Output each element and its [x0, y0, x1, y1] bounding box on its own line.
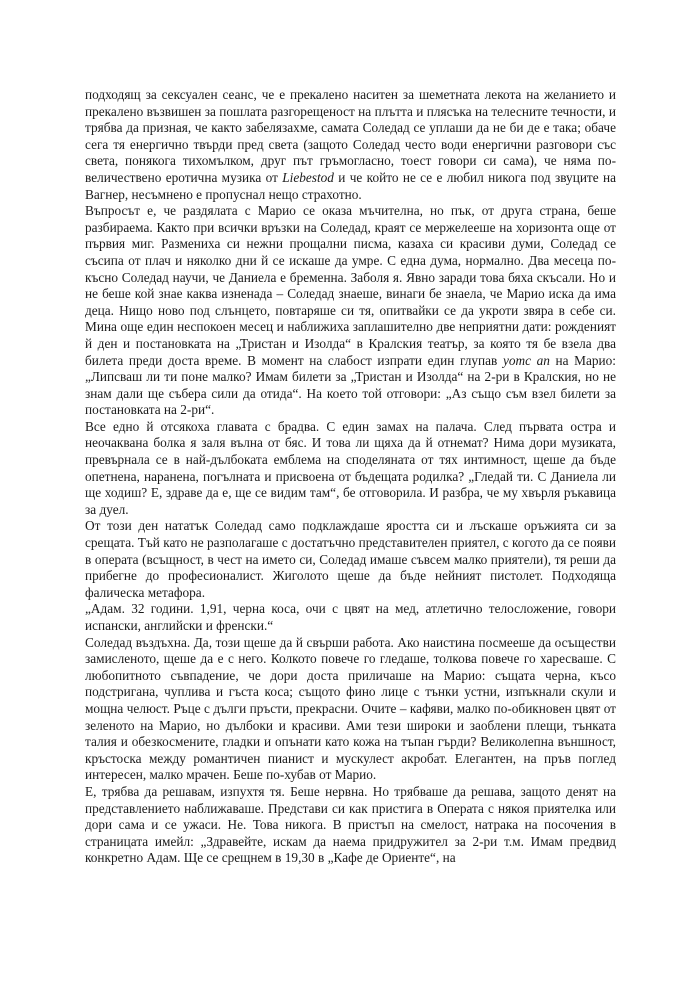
italic-text: уотс ап [502, 352, 550, 368]
text-run: Е, трябва да решавам, изпухтя тя. Беше нервна. Но трябваше да решава, защото денят на представлението наближаваше. Представи си как пристига в Операта с някоя приятелка или дори сама и се ужаси. Не. Това никога. В пристъп на смелост, натрака на посочения в страницата имейл: „Здравейте, искам да наема придружител за 2-ри т.м. Имам предвид конкретно Адам. Ще се срещнем в 19,30 в „Кафе де Ориенте“, на [85, 783, 616, 866]
paragraph [85, 518, 616, 601]
italic-text: Liebestod [282, 169, 334, 185]
text-run: на Марио: „Липсваш ли ти поне малко? Имам билети за „Тристан и Изолда“ на 2-ри в Кралския, но не знам дали ще събера сили да отида“. На което той отговори: „Аз също съм взел билети за постановката на 2-ри“. [85, 352, 616, 418]
paragraph [85, 87, 616, 203]
text-run: „Адам. 32 години. 1,91, черна коса, очи с цвят на мед, атлетично телосложение, говори испански, английски и френски.“ [85, 601, 616, 633]
body-text [85, 87, 616, 867]
text-run: От този ден нататък Соледад само подклаждаше яростта си и лъскаше оръжията си за срещата. Тъй като не разполагаше с достатъчно представителен приятел, с когото да се появи в операта (всъщност, в чест на името си, Соледад имаше съвсем малко приятели), тя реши да прибегне до професионалист. Жиголото щеше да бъде нейният пистолет. Подходяща фалическа метафора. [85, 518, 616, 600]
paragraph [85, 784, 616, 867]
text-run: и че който не се е любил никога под звуците на Вагнер, несъмнено е пропуснал нещо страхотно. [85, 169, 616, 202]
text-run: Въпросът е, че раздялата с Марио се оказа мъчителна, но пък, от друга страна, беше разбираема. Както при всички връзки на Соледад, краят се мержелееше на хоризонта още от първия миг. Размениха си нежни прощални писма, казаха си красиви думи, Соледад се съсипа от плач и няколко дни й се искаше да умре. С една дума, нормално. Два месеца по-късно Соледад научи, че Даниела е бременна. Заболя я. Явно заради това бяха скъсали. Но и не беше кой знае каква изненада – Соледад знаеше, винаги бе знаела, че Марио иска да има деца. Нищо ново под слънцето, повтаряше си тя, опитвайки се да укроти звяра в себе си. Мина още един неспокоен месец и наближиха заплашително две неприятни дати: рожденият й ден и постановката на „Тристан и Изолда“ в Кралския театър, за която тя бе взела два билета преди доста време. В момент на слабост изпрати един глупав [85, 203, 616, 368]
paragraph [85, 203, 616, 419]
paragraph [85, 635, 616, 784]
text-run: Все едно й отсякоха главата с брадва. С един замах на палача. След първата остра и неочаквана болка я заля вълна от бяс. И това ли щяха да й отнемат? Нима дори музиката, превърнала се в най-дълбоката емблема на споделяната от тях интимност, щеше да бъде опетнена, наранена, погълната и присвоена от бъдещата родилка? „Гледай ти. С Даниела ли ще ходиш? Е, здраве да е, ще се видим там“, бе отговорила. И разбра, че му хвърля ръкавица за дуел. [85, 418, 616, 517]
text-run: Соледад въздъхна. Да, този щеше да й свърши работа. Ако наистина посмееше да осъществи замисленото, щеше да е с него. Колкото повече го гледаше, толкова повече го харесваше. С любопитното съвпадение, че дори доста приличаше на Марио: същата черна, късо подстригана, чуплива и гъста коса; същото фино лице с тънки устни, изпъкнали скули и мощна челюст. Ръце с дълги пръсти, прекрасни. Очите – кафяви, малко по-обикновен цвят от зеленото на Марио, но дълбоки и красиви. Ами тези широки и заоблени плещи, тънката талия и обезкосмените, гладки и опънати като кожа на тъпан гърди? Великолепна външност, кръстоска между романтичен пианист и мускулест акробат. Елегантен, на пръв поглед интересен, малко мрачен. Беше по-хубав от Марио. [85, 634, 616, 783]
text-run: подходящ за сексуален сеанс, че е прекалено наситен за шеметната лекота на желанието и прекалено възвишен за пошлата разгорещеност на плътта и плясъка на телесните течности, и трябва да призная, че както забелязахме, самата Соледад се уплаши да не би де е така; обаче сега тя енергично твърди пред света (защото Соледад често води енергични разговори със света, понякога тихомълком, друг път гръмогласно, тоест говори си сама), че няма по-величествено еротична музика от [85, 87, 616, 185]
paragraph [85, 419, 616, 519]
paragraph [85, 601, 616, 634]
